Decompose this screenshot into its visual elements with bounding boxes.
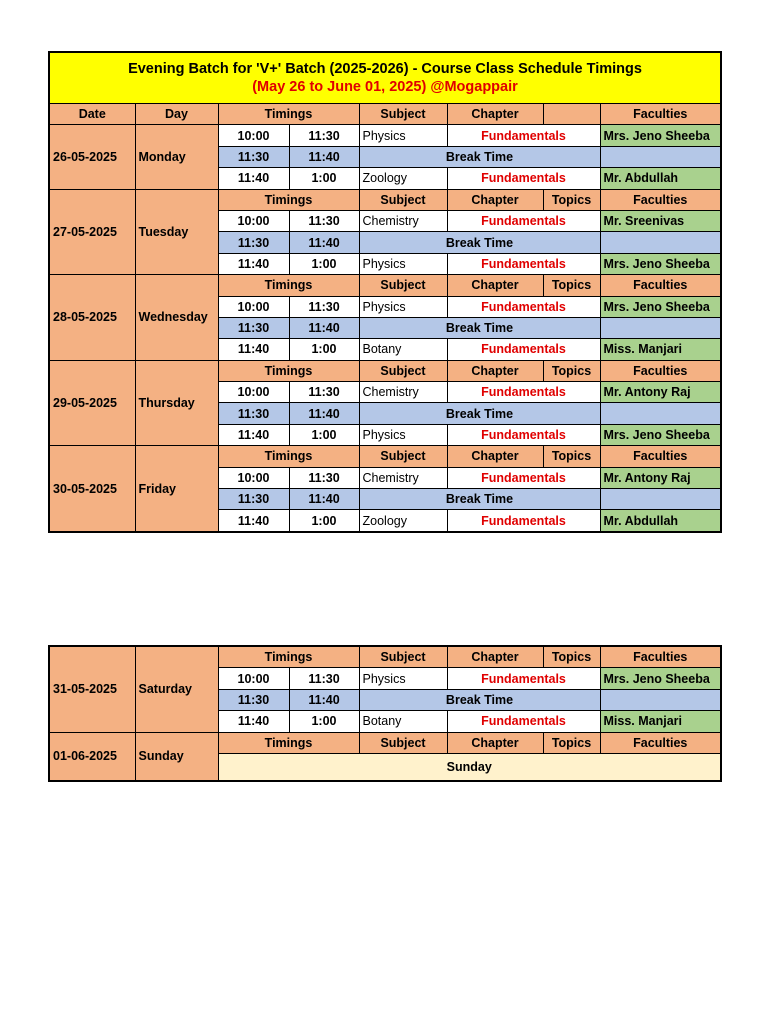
subheader-chapter: Chapter bbox=[447, 646, 543, 668]
subject-cell: Botany bbox=[359, 711, 447, 732]
end-time: 11:40 bbox=[289, 146, 359, 167]
table-row bbox=[49, 125, 721, 146]
start-time: 11:30 bbox=[218, 317, 289, 338]
break-label: Break Time bbox=[359, 146, 600, 167]
header-day: Day bbox=[135, 104, 218, 125]
subheader-subject: Subject bbox=[359, 360, 447, 381]
day-cell: Wednesday bbox=[135, 275, 218, 361]
chapter-cell: Fundamentals bbox=[447, 339, 600, 360]
subheader-chapter: Chapter bbox=[447, 189, 543, 210]
faculty-cell: Mrs. Jeno Sheeba bbox=[600, 253, 721, 274]
chapter-cell: Fundamentals bbox=[447, 668, 600, 689]
holiday-label: Sunday bbox=[218, 753, 721, 781]
subject-cell: Physics bbox=[359, 296, 447, 317]
day-header-row bbox=[49, 646, 721, 668]
faculty-cell: Miss. Manjari bbox=[600, 339, 721, 360]
start-time: 10:00 bbox=[218, 467, 289, 488]
start-time: 10:00 bbox=[218, 210, 289, 231]
break-faculty-empty bbox=[600, 146, 721, 167]
subheader-subject: Subject bbox=[359, 189, 447, 210]
break-faculty-empty bbox=[600, 403, 721, 424]
subheader-timings: Timings bbox=[218, 275, 359, 296]
header-topics bbox=[543, 104, 600, 125]
subheader-chapter: Chapter bbox=[447, 275, 543, 296]
break-faculty-empty bbox=[600, 232, 721, 253]
end-time: 11:30 bbox=[289, 125, 359, 146]
header-date: Date bbox=[49, 104, 135, 125]
title-line-1: Evening Batch for 'V+' Batch (2025-2026) - Course Class Schedule Timings bbox=[128, 61, 642, 77]
end-time: 11:30 bbox=[289, 210, 359, 231]
date-cell: 27-05-2025 bbox=[49, 189, 135, 275]
subheader-faculties: Faculties bbox=[600, 446, 721, 467]
header-chapter: Chapter bbox=[447, 104, 543, 125]
start-time: 11:30 bbox=[218, 232, 289, 253]
break-label: Break Time bbox=[359, 489, 600, 510]
faculty-cell: Mrs. Jeno Sheeba bbox=[600, 296, 721, 317]
faculty-cell: Miss. Manjari bbox=[600, 711, 721, 732]
schedule-title bbox=[49, 52, 721, 104]
day-cell: Tuesday bbox=[135, 189, 218, 275]
end-time: 1:00 bbox=[289, 168, 359, 189]
subheader-topics: Topics bbox=[543, 446, 600, 467]
day-cell: Friday bbox=[135, 446, 218, 532]
end-time: 11:40 bbox=[289, 689, 359, 710]
end-time: 1:00 bbox=[289, 253, 359, 274]
subject-cell: Zoology bbox=[359, 510, 447, 532]
day-header-row bbox=[49, 360, 721, 381]
faculty-cell: Mr. Abdullah bbox=[600, 168, 721, 189]
subheader-chapter: Chapter bbox=[447, 360, 543, 381]
end-time: 11:40 bbox=[289, 317, 359, 338]
end-time: 11:40 bbox=[289, 232, 359, 253]
subheader-topics: Topics bbox=[543, 360, 600, 381]
end-time: 1:00 bbox=[289, 510, 359, 532]
date-cell: 01-06-2025 bbox=[49, 732, 135, 781]
day-header-row bbox=[49, 446, 721, 467]
date-cell: 29-05-2025 bbox=[49, 360, 135, 446]
faculty-cell: Mr. Sreenivas bbox=[600, 210, 721, 231]
start-time: 11:40 bbox=[218, 168, 289, 189]
faculty-cell: Mr. Antony Raj bbox=[600, 467, 721, 488]
subheader-timings: Timings bbox=[218, 446, 359, 467]
subject-cell: Chemistry bbox=[359, 467, 447, 488]
subheader-timings: Timings bbox=[218, 189, 359, 210]
end-time: 11:40 bbox=[289, 489, 359, 510]
break-label: Break Time bbox=[359, 232, 600, 253]
start-time: 11:30 bbox=[218, 146, 289, 167]
subheader-timings: Timings bbox=[218, 646, 359, 668]
start-time: 11:40 bbox=[218, 424, 289, 445]
chapter-cell: Fundamentals bbox=[447, 711, 600, 732]
subheader-faculties: Faculties bbox=[600, 360, 721, 381]
header-faculties: Faculties bbox=[600, 104, 721, 125]
header-timings: Timings bbox=[218, 104, 359, 125]
subject-cell: Physics bbox=[359, 424, 447, 445]
day-header-row bbox=[49, 189, 721, 210]
break-label: Break Time bbox=[359, 403, 600, 424]
subheader-subject: Subject bbox=[359, 275, 447, 296]
start-time: 11:40 bbox=[218, 339, 289, 360]
start-time: 11:30 bbox=[218, 489, 289, 510]
date-cell: 30-05-2025 bbox=[49, 446, 135, 532]
start-time: 10:00 bbox=[218, 125, 289, 146]
chapter-cell: Fundamentals bbox=[447, 253, 600, 274]
subheader-faculties: Faculties bbox=[600, 732, 721, 753]
subject-cell: Zoology bbox=[359, 168, 447, 189]
weekend-schedule-table bbox=[48, 645, 722, 782]
day-header-row bbox=[49, 275, 721, 296]
subheader-subject: Subject bbox=[359, 646, 447, 668]
date-cell: 31-05-2025 bbox=[49, 646, 135, 732]
subheader-topics: Topics bbox=[543, 646, 600, 668]
date-cell: 28-05-2025 bbox=[49, 275, 135, 361]
chapter-cell: Fundamentals bbox=[447, 168, 600, 189]
end-time: 11:30 bbox=[289, 382, 359, 403]
end-time: 11:30 bbox=[289, 467, 359, 488]
subject-cell: Chemistry bbox=[359, 210, 447, 231]
end-time: 1:00 bbox=[289, 339, 359, 360]
start-time: 10:00 bbox=[218, 296, 289, 317]
faculty-cell: Mrs. Jeno Sheeba bbox=[600, 424, 721, 445]
break-faculty-empty bbox=[600, 489, 721, 510]
chapter-cell: Fundamentals bbox=[447, 424, 600, 445]
end-time: 11:30 bbox=[289, 296, 359, 317]
day-cell: Monday bbox=[135, 125, 218, 189]
faculty-cell: Mr. Antony Raj bbox=[600, 382, 721, 403]
start-time: 11:30 bbox=[218, 689, 289, 710]
day-header-row bbox=[49, 732, 721, 753]
day-cell: Thursday bbox=[135, 360, 218, 446]
subheader-faculties: Faculties bbox=[600, 189, 721, 210]
chapter-cell: Fundamentals bbox=[447, 510, 600, 532]
header-subject: Subject bbox=[359, 104, 447, 125]
break-faculty-empty bbox=[600, 317, 721, 338]
date-cell: 26-05-2025 bbox=[49, 125, 135, 189]
subheader-faculties: Faculties bbox=[600, 275, 721, 296]
subject-cell: Botany bbox=[359, 339, 447, 360]
subheader-chapter: Chapter bbox=[447, 732, 543, 753]
chapter-cell: Fundamentals bbox=[447, 467, 600, 488]
chapter-cell: Fundamentals bbox=[447, 210, 600, 231]
subheader-topics: Topics bbox=[543, 732, 600, 753]
day-cell: Sunday bbox=[135, 732, 218, 781]
start-time: 11:30 bbox=[218, 403, 289, 424]
break-faculty-empty bbox=[600, 689, 721, 710]
start-time: 10:00 bbox=[218, 382, 289, 403]
faculty-cell: Mrs. Jeno Sheeba bbox=[600, 125, 721, 146]
break-label: Break Time bbox=[359, 317, 600, 338]
day-cell: Saturday bbox=[135, 646, 218, 732]
subheader-topics: Topics bbox=[543, 189, 600, 210]
subheader-subject: Subject bbox=[359, 732, 447, 753]
title-row bbox=[49, 52, 721, 104]
column-header-row bbox=[49, 104, 721, 125]
start-time: 10:00 bbox=[218, 668, 289, 689]
subheader-timings: Timings bbox=[218, 732, 359, 753]
title-line-2: (May 26 to June 01, 2025) @Mogappair bbox=[252, 79, 518, 95]
chapter-cell: Fundamentals bbox=[447, 382, 600, 403]
end-time: 1:00 bbox=[289, 424, 359, 445]
chapter-cell: Fundamentals bbox=[447, 125, 600, 146]
faculty-cell: Mrs. Jeno Sheeba bbox=[600, 668, 721, 689]
start-time: 11:40 bbox=[218, 253, 289, 274]
subject-cell: Physics bbox=[359, 253, 447, 274]
start-time: 11:40 bbox=[218, 711, 289, 732]
break-label: Break Time bbox=[359, 689, 600, 710]
subject-cell: Chemistry bbox=[359, 382, 447, 403]
subject-cell: Physics bbox=[359, 125, 447, 146]
start-time: 11:40 bbox=[218, 510, 289, 532]
subheader-chapter: Chapter bbox=[447, 446, 543, 467]
subheader-faculties: Faculties bbox=[600, 646, 721, 668]
subject-cell: Physics bbox=[359, 668, 447, 689]
faculty-cell: Mr. Abdullah bbox=[600, 510, 721, 532]
end-time: 11:30 bbox=[289, 668, 359, 689]
end-time: 11:40 bbox=[289, 403, 359, 424]
chapter-cell: Fundamentals bbox=[447, 296, 600, 317]
end-time: 1:00 bbox=[289, 711, 359, 732]
weekday-schedule-table bbox=[48, 51, 722, 533]
subheader-subject: Subject bbox=[359, 446, 447, 467]
subheader-topics: Topics bbox=[543, 275, 600, 296]
subheader-timings: Timings bbox=[218, 360, 359, 381]
